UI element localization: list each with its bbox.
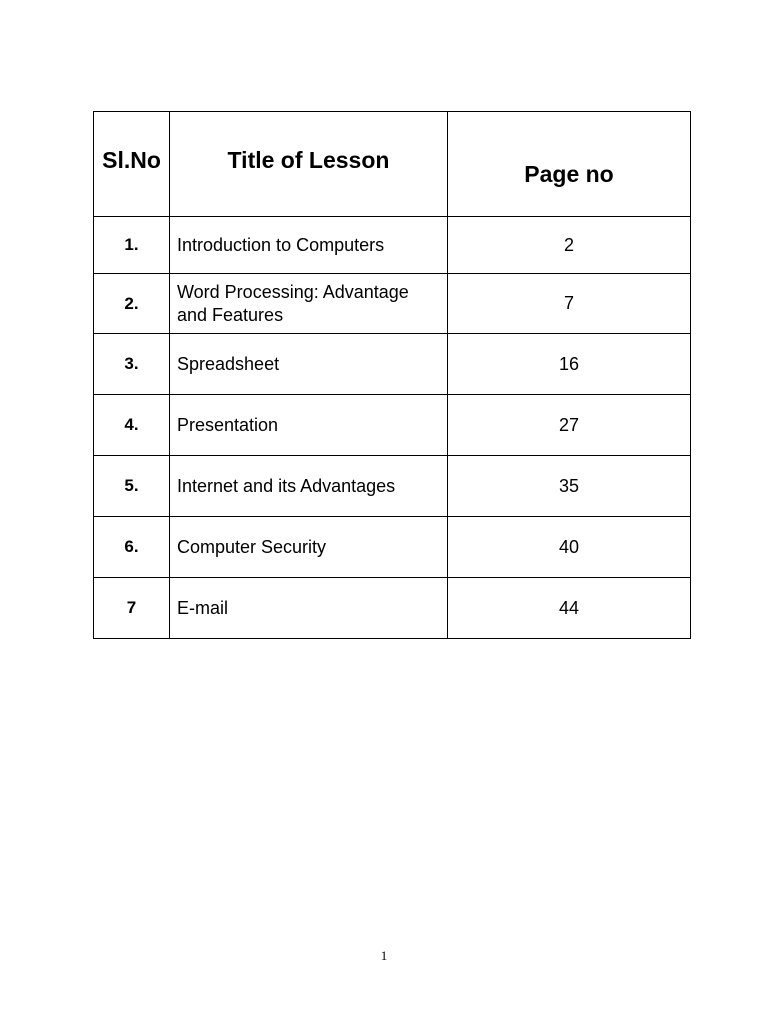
page-number: 1	[380, 948, 388, 963]
row-page-no: 2	[448, 217, 691, 274]
row-lesson-title: Internet and its Advantages	[170, 456, 448, 517]
row-lesson-title: Computer Security	[170, 517, 448, 578]
row-sl-no: 1.	[94, 217, 170, 274]
row-sl-no: 2.	[94, 274, 170, 334]
row-lesson-title: Word Processing: Advantage and Features	[170, 274, 448, 334]
header-cell-sl-no	[94, 112, 170, 217]
row-page-no: 7	[448, 274, 691, 334]
header-sl-no: Sl.No	[102, 147, 161, 173]
table-row	[94, 517, 691, 578]
row-page-no: 27	[448, 395, 691, 456]
table-row	[94, 395, 691, 456]
row-sl-no: 3.	[94, 334, 170, 395]
row-lesson-title: Introduction to Computers	[170, 217, 448, 274]
row-page-no: 40	[448, 517, 691, 578]
table-row	[94, 456, 691, 517]
row-sl-no: 6.	[94, 517, 170, 578]
header-cell-page-no	[448, 112, 691, 217]
table-row	[94, 217, 691, 274]
table-header-row	[94, 112, 691, 217]
row-lesson-title: Presentation	[170, 395, 448, 456]
header-page-no: Page no	[524, 160, 614, 187]
row-page-no: 44	[448, 578, 691, 639]
row-lesson-title: Spreadsheet	[170, 334, 448, 395]
row-sl-no: 7	[94, 578, 170, 639]
row-page-no: 35	[448, 456, 691, 517]
table-row	[94, 578, 691, 639]
table-row	[94, 274, 691, 334]
row-sl-no: 4.	[94, 395, 170, 456]
row-page-no: 16	[448, 334, 691, 395]
header-cell-title	[170, 112, 448, 217]
table-row	[94, 334, 691, 395]
row-lesson-title: E-mail	[170, 578, 448, 639]
table-of-contents	[93, 111, 691, 639]
header-title-of-lesson: Title of Lesson	[227, 146, 390, 173]
row-sl-no: 5.	[94, 456, 170, 517]
